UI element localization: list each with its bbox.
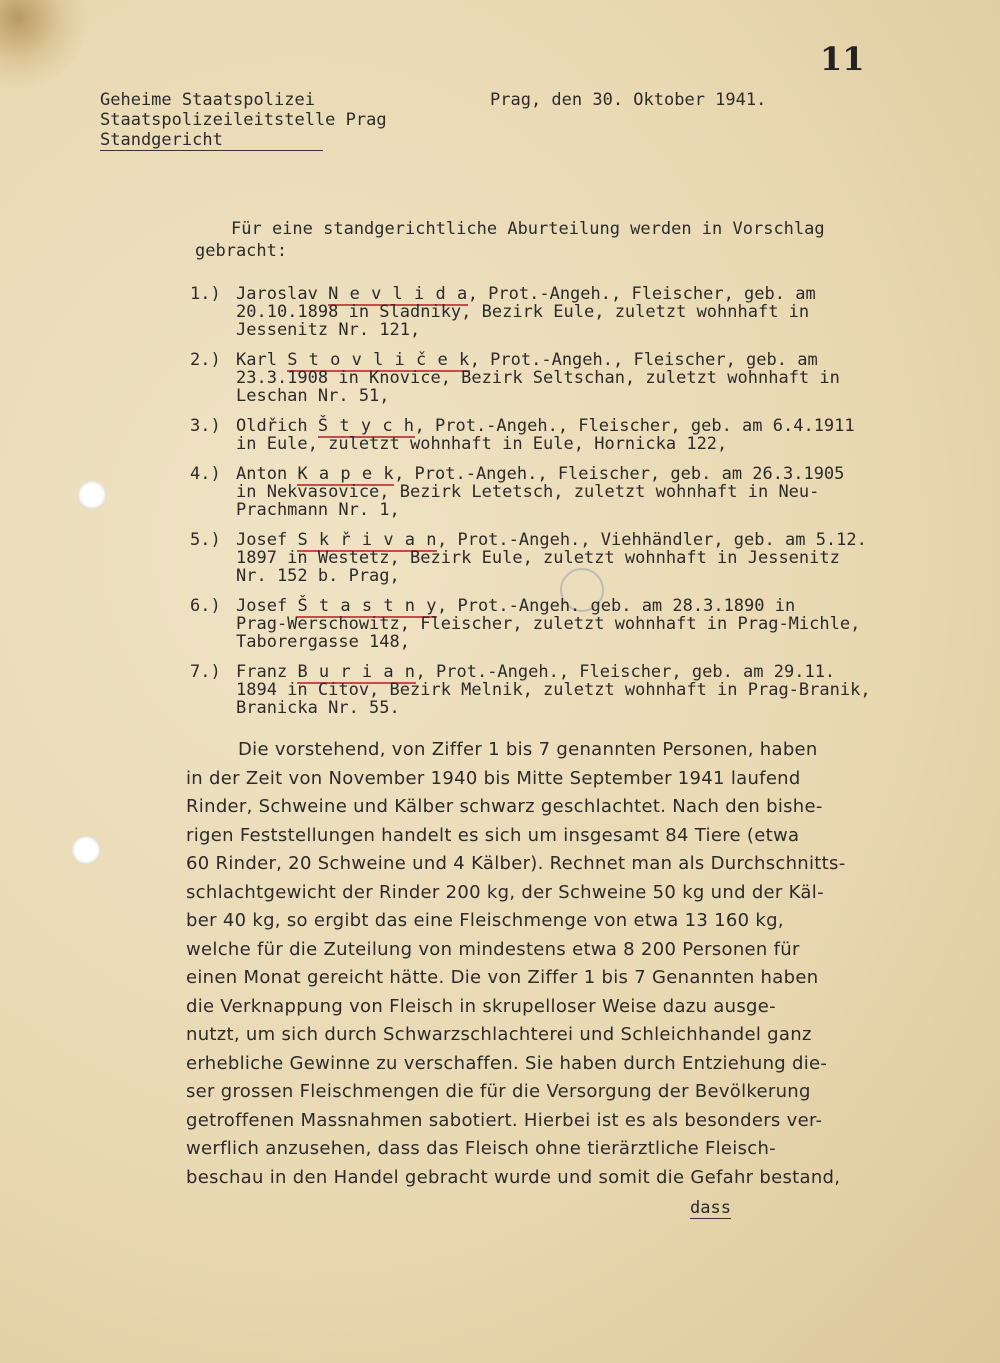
list-item — [190, 531, 980, 585]
intro-line-1: Für eine standgerichtliche Aburteilung werden in Vorschlag — [231, 219, 825, 239]
list-item — [190, 351, 980, 405]
person-surname: Š t a s t n y — [297, 596, 437, 616]
corner-stain — [0, 0, 90, 90]
person-details: , Prot.-Angeh., Viehhändler, geb. am 5.12. 1897 in Westetz, Bezirk Eule, zuletzt wohnhaft in Jessenitz Nr. 152 b. Prag, — [236, 530, 867, 586]
header-place-date: Prag, den 30. Oktober 1941. — [490, 90, 767, 110]
body-paragraph — [186, 736, 972, 1192]
person-details: , Prot.-Angeh., Fleischer, geb. am 29.11. 1894 in Citov, Bezirk Melnik, zuletzt wohnhaft in Prag-Branik, Branicka Nr. 55. — [236, 662, 871, 718]
paragraph-line: ser grossen Fleischmengen die für die Versorgung der Bevölkerung — [186, 1081, 811, 1102]
list-item — [190, 663, 980, 717]
paragraph-line: Die vorstehend, von Ziffer 1 bis 7 genannten Personen, haben — [238, 739, 818, 760]
paragraph-line: ber 40 kg, so ergibt das eine Fleischmenge von etwa 13 160 kg, — [186, 910, 784, 931]
person-number: 3.) — [190, 416, 221, 436]
person-number: 6.) — [190, 596, 221, 616]
page-number: 11 — [820, 40, 865, 78]
paragraph-line: welche für die Zuteilung von mindestens etwa 8 200 Personen für — [186, 938, 800, 960]
paragraph-line: schlachtgewicht der Rinder 200 kg, der Schweine 50 kg und der Käl- — [186, 881, 824, 903]
header-line-3: Standgericht — [100, 130, 323, 151]
persons-list — [190, 285, 980, 729]
list-item — [190, 465, 980, 519]
person-number: 5.) — [190, 530, 221, 550]
person-surname: S t o v l i č e k — [287, 350, 470, 370]
paragraph-line: Rinder, Schweine und Kälber schwarz geschlachtet. Nach den bishe- — [186, 796, 823, 817]
person-first-name: Josef — [236, 530, 288, 550]
person-first-name: Anton — [236, 464, 288, 484]
header-sender — [100, 90, 387, 151]
paragraph-line: beschau in den Handel gebracht wurde und somit die Gefahr bestand, — [186, 1166, 841, 1188]
person-first-name: Josef — [236, 596, 288, 616]
list-item — [190, 417, 980, 453]
person-details: , Prot.-Angeh. geb. am 28.3.1890 in Prag-Werschowitz, Fleischer, zuletzt wohnhaft in Prag-Michle, Taborergasse 148, — [236, 596, 861, 652]
person-surname: Š t y c h — [317, 416, 415, 436]
person-details: , Prot.-Angeh., Fleischer, geb. am 26.3.1905 in Nekvasovice, Bezirk Letetsch, zuletzt wohnhaft in Neu- Prachmann Nr. 1, — [236, 464, 845, 520]
person-details: , Prot.-Angeh., Fleischer, geb. am 23.3.1908 in Knovice, Bezirk Seltschan, zuletzt wohnhaft in Leschan Nr. 51, — [236, 350, 840, 406]
person-surname: S k ř i v a n — [297, 530, 437, 550]
person-number: 1.) — [190, 284, 221, 304]
header-line-2: Staatspolizeileitstelle Prag — [100, 110, 387, 130]
person-surname: K a p e k — [297, 464, 395, 484]
list-item — [190, 597, 980, 651]
paragraph-line: einen Monat gereicht hätte. Die von Ziffer 1 bis 7 Genannten haben — [186, 967, 819, 988]
person-first-name: Oldřich — [236, 416, 308, 436]
paragraph-line: werflich anzusehen, dass das Fleisch ohne tierärztliche Fleisch- — [186, 1138, 776, 1159]
person-first-name: Karl — [236, 350, 277, 370]
person-details: , Prot.-Angeh., Fleischer, geb. am 20.10.1898 in Sladniky, Bezirk Eule, zuletzt wohnhaft in Jessenitz Nr. 121, — [236, 284, 816, 340]
person-first-name: Jaroslav — [236, 284, 318, 304]
catchword: dass — [690, 1198, 731, 1218]
paragraph-line: nutzt, um sich durch Schwarzschlachterei und Schleichhandel ganz — [186, 1024, 812, 1045]
person-surname: N e v l i d a — [328, 284, 468, 304]
intro-line-2: gebracht: — [195, 241, 288, 261]
paragraph-line: 60 Rinder, 20 Schweine und 4 Kälber). Rechnet man als Durchschnitts- — [186, 853, 846, 874]
person-details: , Prot.-Angeh., Fleischer, geb. am 6.4.1911 in Eule, zuletzt wohnhaft in Eule, Hornicka 122, — [236, 416, 855, 454]
person-number: 4.) — [190, 464, 221, 484]
person-number: 7.) — [190, 662, 221, 682]
punch-hole-top — [78, 481, 106, 509]
paragraph-line: die Verknappung von Fleisch in skrupelloser Weise dazu ausge- — [186, 995, 776, 1017]
paragraph-line: erhebliche Gewinne zu verschaffen. Sie haben durch Entziehung die- — [186, 1052, 828, 1074]
person-surname: B u r i a n — [297, 662, 416, 682]
header-line-1: Geheime Staatspolizei — [100, 90, 315, 110]
paragraph-line: rigen Feststellungen handelt es sich um insgesamt 84 Tiere (etwa — [186, 824, 800, 846]
list-item — [190, 285, 980, 339]
person-first-name: Franz — [236, 662, 288, 682]
paragraph-line: in der Zeit von November 1940 bis Mitte September 1941 laufend — [186, 767, 801, 789]
punch-hole-bottom — [72, 836, 100, 864]
person-number: 2.) — [190, 350, 221, 370]
intro-text — [195, 218, 955, 262]
paragraph-line: getroffenen Massnahmen sabotiert. Hierbei ist es als besonders ver- — [186, 1109, 823, 1131]
